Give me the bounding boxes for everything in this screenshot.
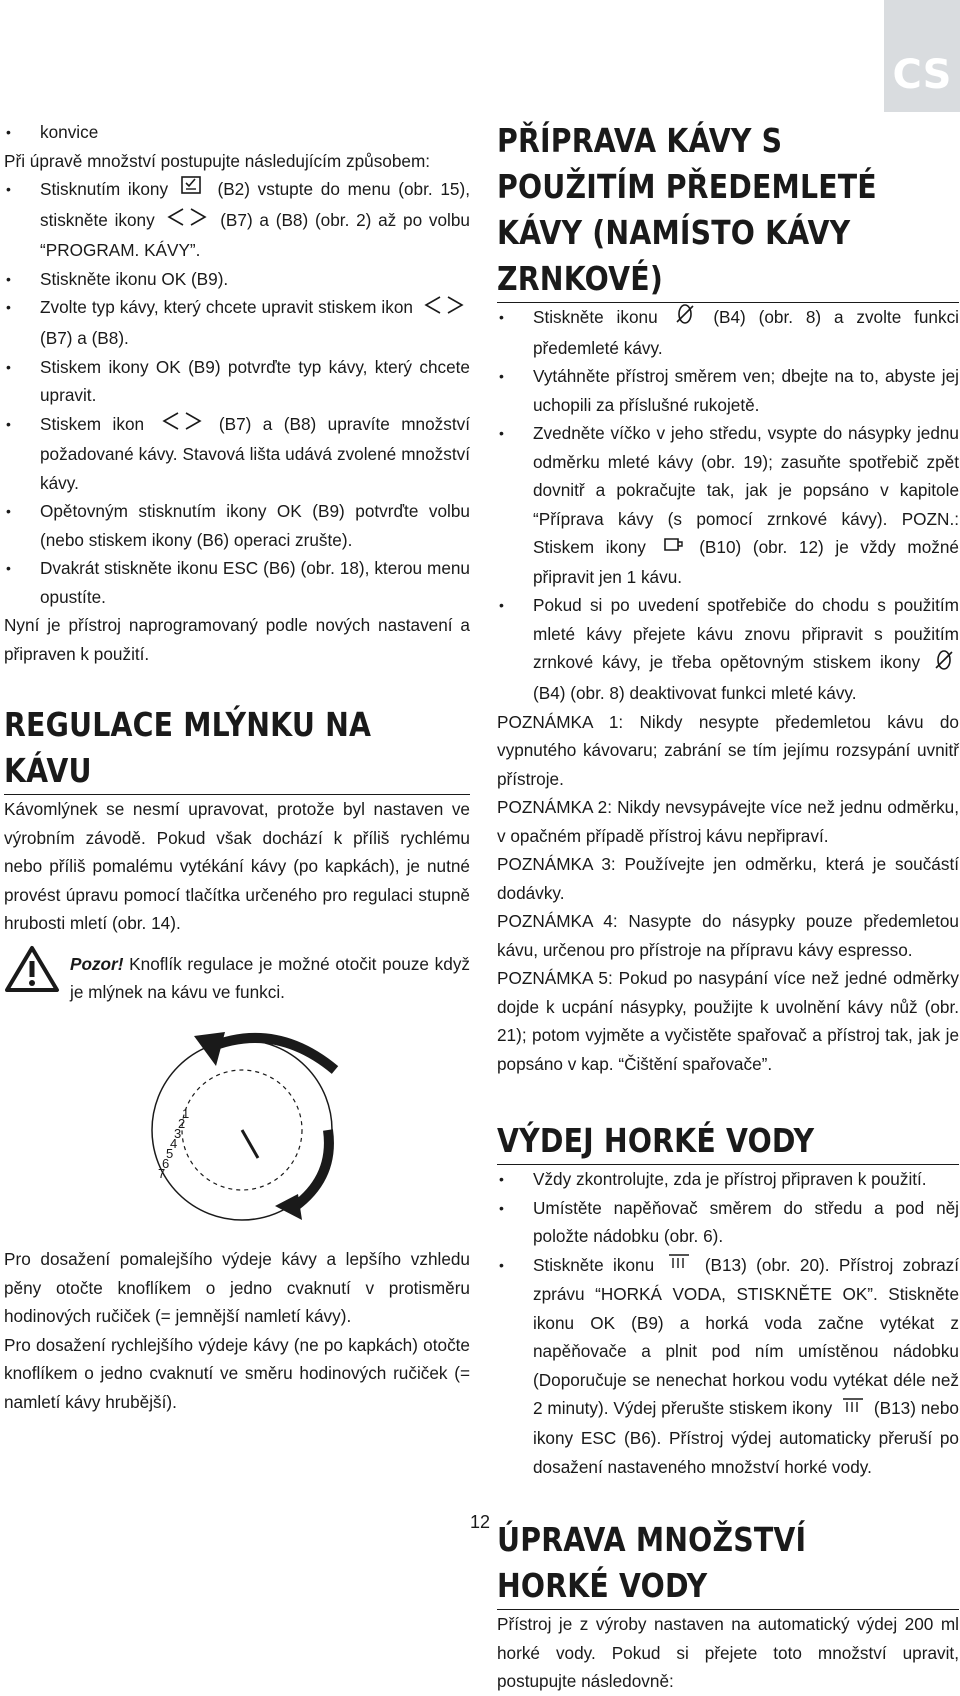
warning-text: Knoflík regulace je možné otočit pouze když je mlýnek na kávu ve funkci. [70, 953, 471, 1003]
preground-steps-list [497, 303, 959, 708]
knob-scale [158, 1106, 189, 1181]
faster-dispense-text: Pro dosažení rychlejšího výdeje kávy (ne po kapkách) otočte knoflíkem o jedno cvaknutí ve směru hodinových ručiček (= namletí kávy hrubější). [4, 1334, 470, 1412]
rotation-arrow-top [208, 1038, 335, 1070]
note-1: POZNÁMKA 1: Nikdy nesypte předemletou kávu do vypnutého kávovaru; zabrání se tím jejímu rozsypání uvnitř přístroje. [497, 711, 959, 789]
section-heading-hot-water: VÝDEJ HORKÉ VODY [497, 1118, 959, 1165]
list-item: • Stiskněte ikonu OK (B9). [4, 265, 470, 294]
section-heading-preground: PŘÍPRAVA KÁVY S POUŽITÍM PŘEDEMLETÉ KÁVY (NAMÍSTO KÁVY ZRNKOVÉ) [497, 118, 959, 303]
list-item: • Opětovným stisknutím ikony OK (B9) potvrďte volbu (nebo stiskem ikony (B6) operaci zrušte). [4, 497, 470, 554]
list-item: • Umístěte napěňovač směrem do středu a pod něj položte nádobku (obr. 6). [497, 1194, 959, 1251]
right-column [497, 118, 959, 1696]
arrows-left-right-icon [160, 410, 204, 441]
list-item: • Zvedněte víčko v jeho středu, vsypte do násypky jednu odměrku mleté kávy (obr. 19); zasuňte spotřebič zpět dovnitř a pokračujte tak, jak je popsáno v kapitole “Příprava kávy (s pomocí zrnkové kávy). POZN.: Stiskem ikony (B10) (obr. 12) je vždy možné připravit jen 1 kávu. [497, 419, 959, 591]
warning-icon [4, 944, 60, 1003]
list-item: • Stiskněte ikonu (B4) (obr. 8) a zvolte funkci předemleté kávy. [497, 303, 959, 362]
knob-number: 2 [178, 1116, 186, 1131]
note-2: POZNÁMKA 2: Nikdy nevsypávejte více než jednu odměrku, v opačném případě přístroj kávu nepřipraví. [497, 797, 959, 846]
left-column [4, 118, 470, 1007]
preground-coffee-icon [674, 303, 696, 334]
list-continued [4, 118, 470, 147]
outro-text: Nyní je přístroj naprogramovaný podle nových nastavení a připraven k použití. [4, 615, 470, 664]
arrow-head-icon [194, 1032, 225, 1066]
knob-number: 4 [170, 1136, 178, 1151]
language-tab [884, 0, 960, 112]
knob-number: 1 [182, 1106, 190, 1121]
hot-water-steps-list [497, 1165, 959, 1481]
knob-number: 7 [158, 1166, 166, 1181]
one-cup-icon [662, 534, 684, 563]
note-3: POZNÁMKA 3: Používejte jen odměrku, která je součástí dodávky. [497, 854, 959, 903]
list-item: • Stiskem ikony OK (B9) potvrďte typ kávy, který chcete upravit. [4, 353, 470, 410]
section-heading-grinder: REGULACE MLÝNKU NA KÁVU [4, 702, 470, 795]
intro-text: Při úpravě množství postupujte následujícím způsobem: [4, 150, 431, 171]
knob-number: 5 [166, 1146, 174, 1161]
arrows-left-right-icon [165, 206, 209, 237]
hot-water-quantity-text: Přístroj je z výroby nastaven na automatický výdej 200 ml horké vody. Pokud si přejete toto množství upravit, postupujte následovně: [497, 1614, 959, 1692]
preground-coffee-icon [933, 649, 955, 680]
language-code: CS [892, 52, 952, 98]
hot-water-icon [667, 1252, 691, 1281]
list-item: • Zvolte typ kávy, který chcete upravit stiskem ikon (B7) a (B8). [4, 293, 470, 352]
arrow-head-icon [275, 1194, 302, 1220]
knob-number: 3 [174, 1126, 182, 1141]
arrows-left-right-icon [422, 294, 466, 325]
list-item: • Stisknutím ikony (B2) vstupte do menu (obr. 15), stiskněte ikony (B7) a (B8) (obr. 2) až po volbu “PROGRAM. KÁVY”. [4, 175, 470, 265]
hot-water-icon [841, 1396, 865, 1425]
list-item: • Stiskem ikon (B7) a (B8) upravíte množství požadované kávy. Stavová lišta udává zvolené množství kávy. [4, 410, 470, 498]
grinder-paragraph: Kávomlýnek se nesmí upravovat, protože byl nastaven ve výrobním závodě. Pokud však dochází k příliš rychlému nebo příliš pomalému vytékání kávy (po kapkách), je nutné provést úpravu pomocí tlačítka určeného pro regulaci stupně hrubosti mletí (obr. 14). [4, 799, 470, 934]
grinder-adjust-notes [4, 1245, 470, 1416]
quantity-steps-list [4, 175, 470, 611]
knob-pointer [242, 1130, 258, 1158]
section-heading-hot-water-quantity: ÚPRAVA MNOŽSTVÍ HORKÉ VODY [497, 1517, 959, 1610]
list-item: • Pokud si po uvedení spotřebiče do chodu s použitím mleté kávy přejete kávu znovu připravit s použitím zrnkové kávy, je třeba opětovným stiskem ikony (B4) (obr. 8) deaktivovat funkci mleté kávy. [497, 591, 959, 707]
grinder-knob-illustration [130, 1010, 380, 1230]
page-number: 12 [470, 1512, 491, 1532]
list-item: • konvice [4, 118, 470, 147]
list-item: • Vždy zkontrolujte, zda je přístroj připraven k použití. [497, 1165, 959, 1194]
note-5: POZNÁMKA 5: Pokud po nasypání více než jedné odměrky dojde k ucpání násypky, použijte k uvolnění kávy nůž (obr. 21); potom vyjměte a vyčistěte spařovač a přístroj tak, jak je popsáno v kap. “Čištění spařovače”. [497, 968, 959, 1074]
note-4: POZNÁMKA 4: Nasypte do násypky pouze předemletou kávu, určenou pro přístroje na přípravu kávy espresso. [497, 911, 959, 960]
warning-label: Pozor! [70, 953, 124, 974]
warning-note [4, 950, 470, 1007]
list-item: • Vytáhněte přístroj směrem ven; dbejte na to, abyste jej uchopili za příslušné rukojetě. [497, 362, 959, 419]
list-item: • Dvakrát stiskněte ikonu ESC (B6) (obr. 18), kterou menu opustíte. [4, 554, 470, 611]
knob-number: 6 [162, 1156, 170, 1171]
list-item: • Stiskněte ikonu (B13) (obr. 20). Přístroj zobrazí zprávu “HORKÁ VODA, STISKNĚTE OK”. Stiskněte ikonu OK (B9) a horká voda začne vytékat z napěňovače a plnit pod ním umístěnou nádobku (Doporučuje se nenechat horkou vodu vytékat déle než 2 minuty). Výdej přerušte stiskem ikony (B13) nebo ikony ESC (B6). Přístroj výdej automaticky přeruší po dosažení nastaveného množství horké vody. [497, 1251, 959, 1481]
menu-icon [180, 175, 206, 206]
slower-dispense-text: Pro dosažení pomalejšího výdeje kávy a lepšího vzhledu pěny otočte knoflíkem o jedno cvaknutí v protisměru hodinových ručiček (= jemnější namletí kávy). [4, 1249, 470, 1326]
